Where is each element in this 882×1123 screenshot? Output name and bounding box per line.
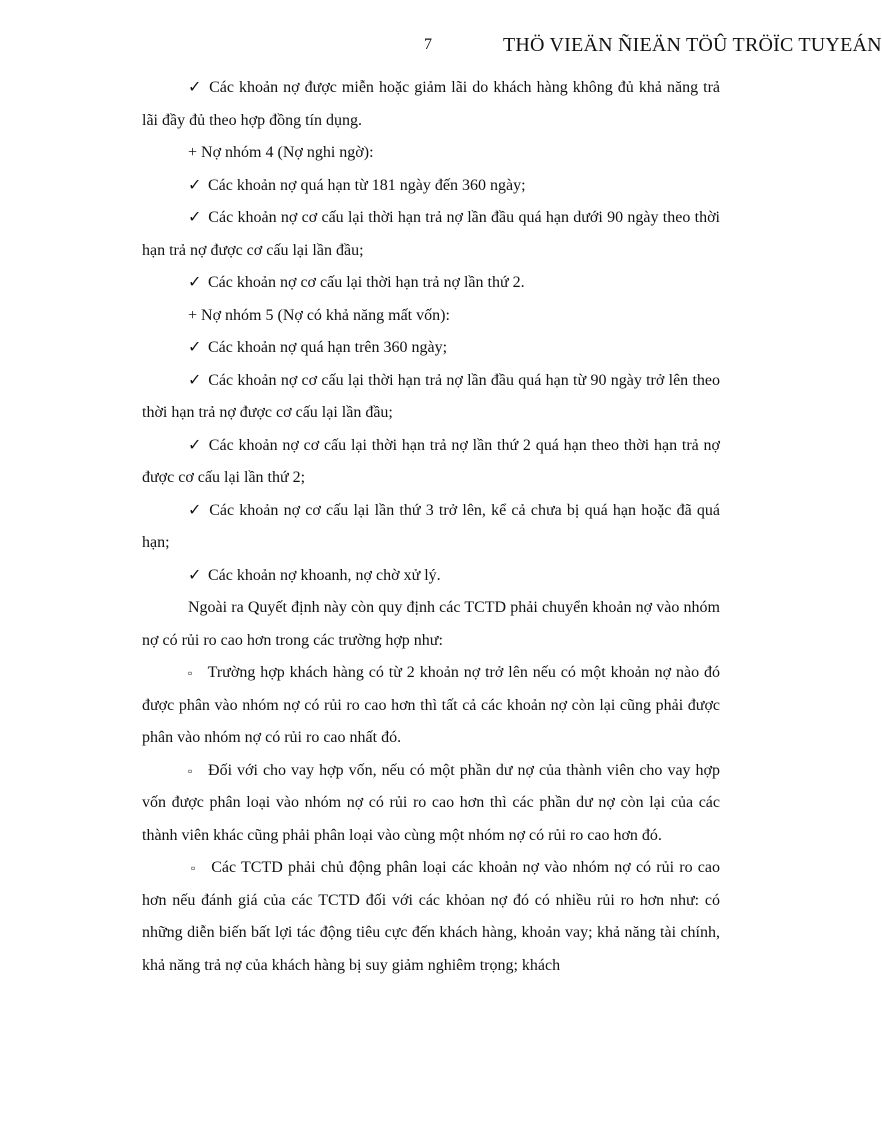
check-mark-icon: ✓: [188, 209, 202, 226]
paragraph-text: Các khoản nợ cơ cấu lại thời hạn trả nợ lần đầu quá hạn từ 90 ngày trở lên theo thời hạn trả nợ được cơ cấu lại lần đầu;: [142, 371, 720, 421]
paragraph-text: Các khoản nợ khoanh, nợ chờ xử lý.: [208, 566, 441, 584]
paragraph-multiple-loans: [142, 657, 720, 755]
paragraph-exempt-interest: [142, 72, 720, 137]
check-mark-icon: ✓: [188, 436, 202, 454]
paragraph-overdue-over-360: [142, 332, 720, 365]
page-number: 7: [424, 36, 432, 53]
square-bullet-icon: ▫: [188, 763, 193, 778]
paragraph-text: Trường hợp khách hàng có từ 2 khoản nợ trở lên nếu có một khoản nợ nào đó được phân vào nhóm nợ có rủi ro cao hơn thì tất cả các khoản nợ còn lại cũng phải được phân vào nhóm nợ có rủi ro cao nhất đó.: [142, 664, 720, 746]
paragraph-proactive-classification: [142, 852, 720, 982]
check-mark-icon: ✓: [188, 501, 202, 519]
paragraph-syndicated-loans: [142, 755, 720, 853]
heading-group-4: [142, 137, 720, 170]
square-bullet-icon: ▫: [188, 666, 193, 680]
paragraph-text: Các khoản nợ cơ cấu lại thời hạn trả nợ lần đầu quá hạn dưới 90 ngày theo thời hạn trả nợ được cơ cấu lại lần đầu;: [142, 209, 720, 259]
paragraph-decision-rule: [142, 592, 720, 657]
paragraph-restructured-first-under-90: [142, 202, 720, 267]
check-mark-icon: ✓: [188, 339, 202, 356]
paragraph-frozen-debt: [142, 560, 720, 593]
paragraph-text: + Nợ nhóm 5 (Nợ có khả năng mất vốn):: [188, 306, 450, 324]
document-body: [142, 72, 720, 982]
running-header-title: THÖ VIEÄN ÑIEÄN TÖÛ TRÖÏC TUYEÁN: [503, 34, 882, 56]
paragraph-overdue-181-360: [142, 170, 720, 203]
paragraph-text: Ngoài ra Quyết định này còn quy định các TCTD phải chuyển khoản nợ vào nhóm nợ có rủi ro cao hơn trong các trường hợp như:: [142, 599, 720, 649]
square-bullet-icon: ▫: [191, 861, 196, 875]
paragraph-text: Các khoản nợ cơ cấu lại lần thứ 3 trở lên, kể cả chưa bị quá hạn hoặc đã quá hạn;: [142, 501, 721, 551]
paragraph-text: + Nợ nhóm 4 (Nợ nghi ngờ):: [188, 144, 374, 161]
check-mark-icon: ✓: [188, 79, 202, 96]
paragraph-text: Các khoản nợ cơ cấu lại thời hạn trả nợ lần thứ 2.: [208, 274, 525, 291]
check-mark-icon: ✓: [188, 176, 202, 194]
paragraph-text: Các khoản nợ quá hạn trên 360 ngày;: [208, 339, 448, 356]
check-mark-icon: ✓: [188, 371, 202, 389]
check-mark-icon: ✓: [188, 274, 202, 291]
paragraph-restructured-second: [142, 267, 720, 300]
paragraph-restructured-first-over-90: [142, 365, 720, 430]
paragraph-text: Các khoản nợ cơ cấu lại thời hạn trả nợ lần thứ 2 quá hạn theo thời hạn trả nợ được cơ cấu lại lần thứ 2;: [142, 436, 721, 486]
paragraph-text: Các khoản nợ quá hạn từ 181 ngày đến 360 ngày;: [208, 176, 526, 194]
heading-group-5: [142, 300, 720, 333]
paragraph-text: Các TCTD phải chủ động phân loại các khoản nợ vào nhóm nợ có rủi ro cao hơn nếu đánh giá của các TCTD đối với các khỏan nợ đó có nhiều rủi ro hơn như: có những diễn biến bất lợi tác động tiêu cực đến khách hàng, khoản vay; khả năng tài chính, khả năng trả nợ của khách hàng bị suy giảm nghiêm trọng; khách: [142, 859, 720, 974]
paragraph-text: Đối với cho vay hợp vốn, nếu có một phần dư nợ của thành viên cho vay hợp vốn được phân loại vào nhóm nợ có rủi ro cao hơn thì các phần dư nợ còn lại của các thành viên khác cũng phải phân loại vào cùng một nhóm nợ có rủi ro cao hơn đó.: [142, 761, 721, 844]
paragraph-text: Các khoản nợ được miễn hoặc giảm lãi do khách hàng không đủ khả năng trả lãi đầy đủ theo hợp đồng tín dụng.: [142, 79, 721, 129]
paragraph-restructured-third: [142, 495, 720, 560]
check-mark-icon: ✓: [188, 566, 202, 584]
paragraph-restructured-second-overdue: [142, 430, 720, 495]
